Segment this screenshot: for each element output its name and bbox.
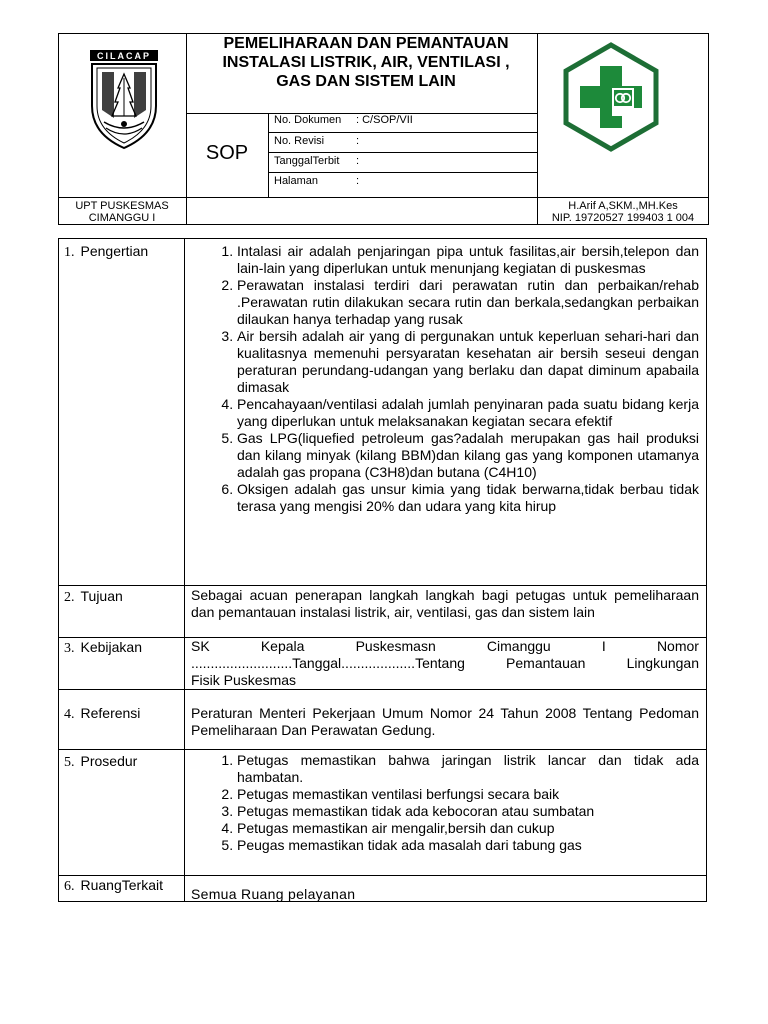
list-item: 6. Oksigen adalah gas unsur kimia yang tidak berwarna,tidak berbau tidak terasa yang mengisi 20% dan udara yang kita hirup	[237, 481, 699, 515]
content-ruang-terkait	[191, 886, 699, 903]
list-item: 3. Petugas memastikan tidak ada kebocoran atau sumbatan	[237, 803, 699, 820]
list-item: 2. Perawatan instalasi terdiri dari perawatan rutin dan perbaikan/rehab .Perawatan rutin dilakukan secara rutin dan berkala,sedangkan perbaikan dilaukan hanya terhadap yang rusak	[237, 277, 699, 328]
organization-name	[58, 200, 186, 224]
meta-value: :	[356, 155, 360, 167]
signatory-nip: NIP. 19720527 199403 1 004	[551, 212, 695, 224]
title-line-3: GAS DAN SISTEM LAIN	[276, 73, 456, 90]
list-item: 1. Petugas memastikan bahwa jaringan listrik lancar dan tidak ada hambatan.	[237, 752, 699, 786]
meta-value: :	[356, 135, 360, 147]
content-pengertian	[191, 243, 699, 515]
meta-value: : C/SOP/VII	[356, 114, 413, 126]
meta-value: :	[356, 175, 360, 187]
kebijakan-line-1: SK Kepala Puskesmasn Cimanggu I Nomor	[191, 638, 699, 654]
org-line-2: CIMANGGU I	[88, 212, 156, 224]
content-kebijakan	[191, 638, 699, 689]
meta-key: Halaman	[274, 175, 319, 187]
pengertian-list	[191, 243, 699, 515]
signatory-name: H.Arif A,SKM.,MH.Kes	[568, 200, 678, 212]
label-referensi: 4. Referensi	[64, 705, 141, 722]
prosedur-list	[191, 752, 699, 854]
meta-key: No. Dokumen	[274, 114, 342, 126]
list-item: 2. Petugas memastikan ventilasi berfungsi secara baik	[237, 786, 699, 803]
list-item: 5. Peugas memastikan tidak ada masalah dari tabung gas	[237, 837, 699, 854]
tujuan-text: Sebagai acuan penerapan langkah langkah bagi petugas untuk pemeliharaan dan pemantauan instalasi listrik, air, ventilasi, gas dan sistem lain	[191, 587, 699, 620]
ruang-text: Semua Ruang pelayanan	[191, 886, 356, 902]
label-tujuan: 2. Tujuan	[64, 588, 123, 605]
list-item: 4. Pencahayaan/ventilasi adalah jumlah penyinaran pada suatu bidang kerja yang diperlukan untuk melaksanakan kegiatan secara efektif	[237, 396, 699, 430]
signatory	[537, 200, 709, 224]
content-referensi	[191, 705, 699, 739]
list-item: 1. Intalasi air adalah penjaringan pipa untuk fasilitas,air bersih,telepon dan lain-lain yang diperlukan untuk menunjang kegiatan di puskesmas	[237, 243, 699, 277]
meta-key: No. Revisi	[274, 135, 325, 147]
list-item: 3. Air bersih adalah air yang di pergunakan untuk keperluan sehari-hari dan kualitasnya memenuhi persyaratan kesehatan air bersih seseui dengan peraturan perundang-udangan yang berlaku dan dapat diminum apabaila dimasak	[237, 328, 699, 396]
meta-key: TanggalTerbit	[274, 155, 340, 167]
label-ruang-terkait: 6. RuangTerkait	[64, 877, 163, 894]
svg-text:CILACAP: CILACAP	[97, 51, 151, 61]
kebijakan-line-3: Fisik Puskesmas	[191, 672, 297, 688]
sop-label: SOP	[205, 142, 249, 164]
meta-row-tanggal	[274, 154, 359, 168]
cilacap-seal-logo	[84, 48, 164, 154]
meta-row-dokumen	[274, 113, 413, 127]
referensi-text: Peraturan Menteri Pekerjaan Umum Nomor 24 Tahun 2008 Tentang Pedoman Pemeliharaan Dan Perawatan Gedung.	[191, 705, 699, 738]
content-tujuan	[191, 587, 699, 621]
kebijakan-line-2: ..........................Tanggal...................Tentang Pemantauan Lingkungan	[191, 655, 699, 671]
label-prosedur: 5. Prosedur	[64, 753, 138, 770]
list-item: 5. Gas LPG(liquefied petroleum gas?adalah merupakan gas hail produksi dan kilang minyak (kilang BBM)dan kilang gas yang komponen utamanya adalah gas propana (C3H8)dan butana (C4H10)	[237, 430, 699, 481]
content-prosedur	[191, 752, 699, 854]
meta-row-halaman	[274, 174, 359, 188]
title-line-1: PEMELIHARAAN DAN PEMANTAUAN	[223, 35, 509, 52]
list-item: 4. Petugas memastikan air mengalir,bersih dan cukup	[237, 820, 699, 837]
org-line-1: UPT PUSKESMAS	[75, 200, 169, 212]
meta-row-revisi	[274, 134, 359, 148]
document-title	[196, 34, 536, 91]
puskesmas-logo	[560, 42, 662, 152]
label-kebijakan: 3. Kebijakan	[64, 639, 142, 656]
label-pengertian: 1. Pengertian	[64, 243, 149, 260]
title-line-2: INSTALASI LISTRIK, AIR, VENTILASI ,	[222, 54, 510, 71]
